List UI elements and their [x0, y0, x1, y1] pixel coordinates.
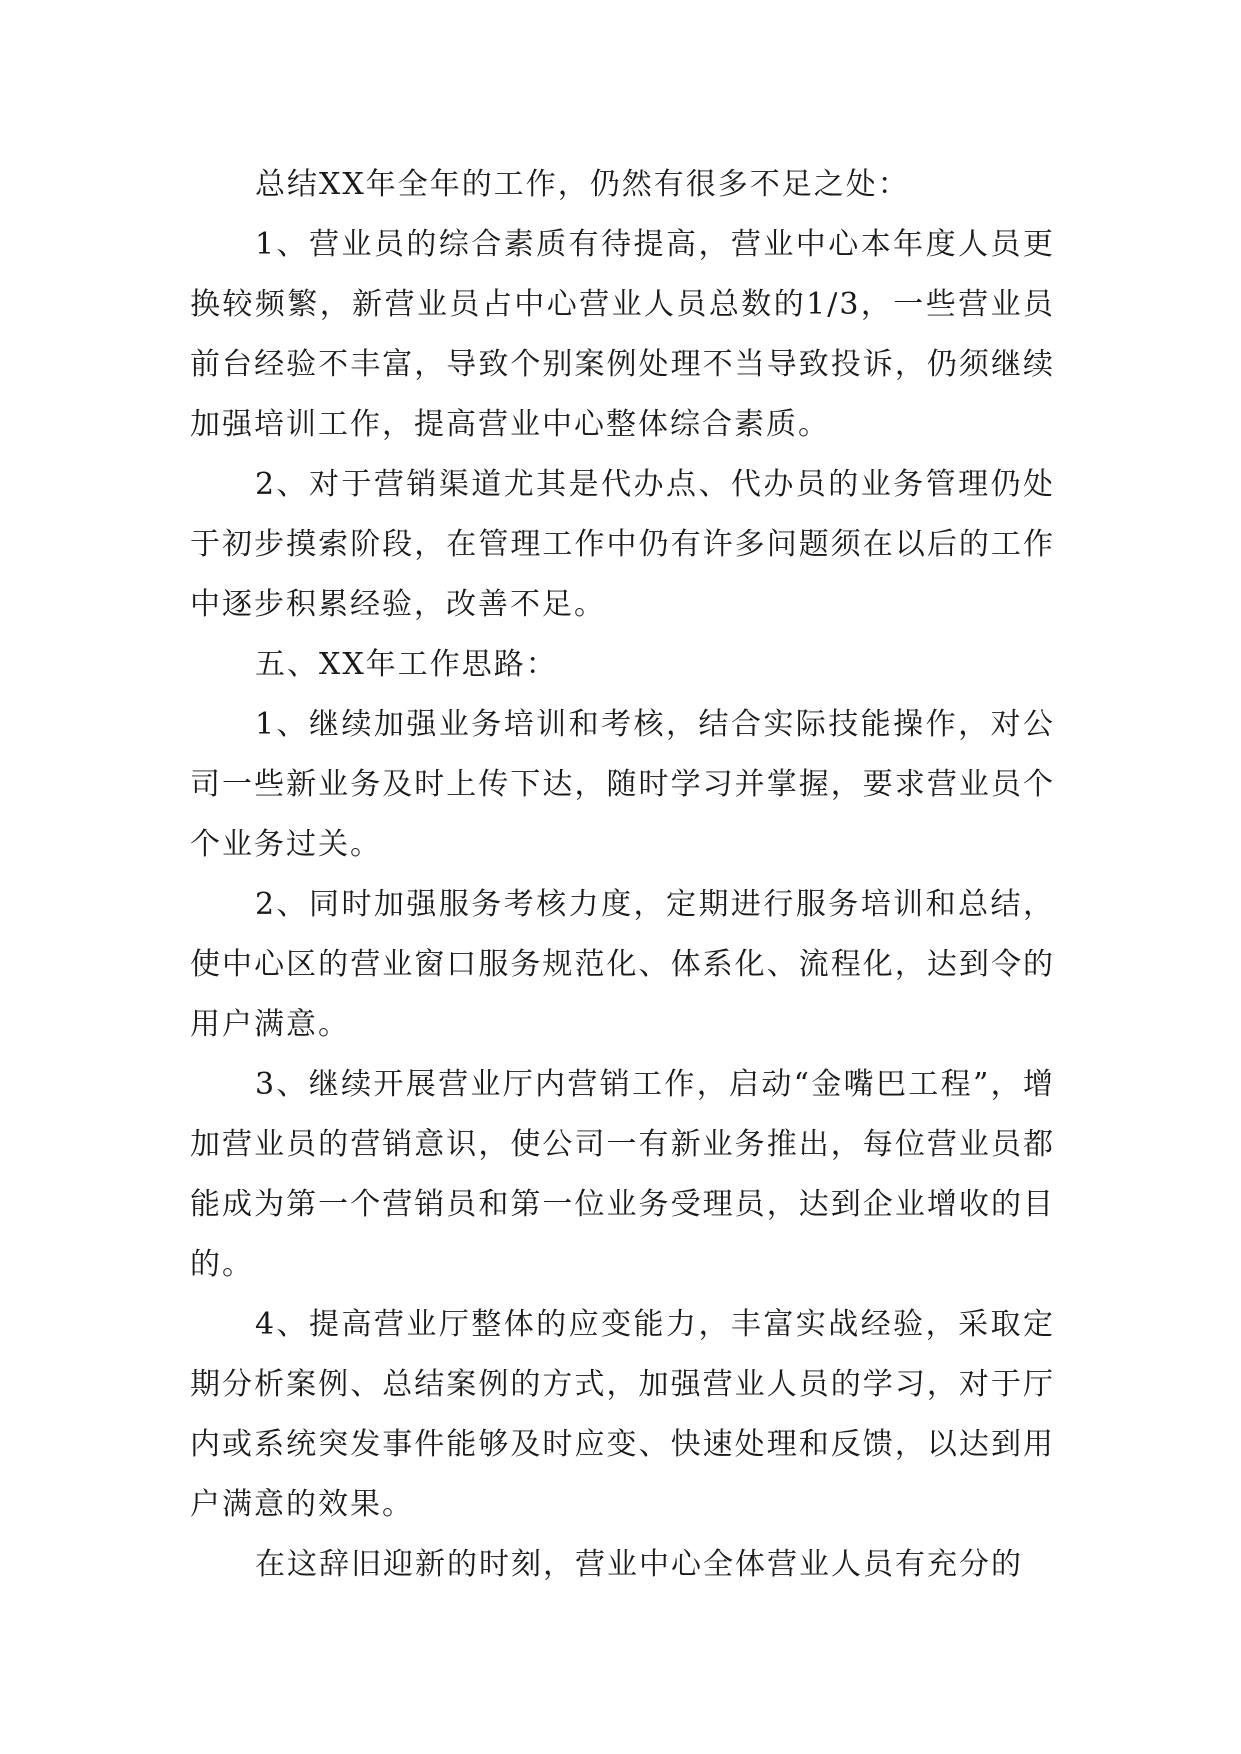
plan-item-3-paragraph: 3、继续开展营业厅内营销工作，启动“金嘴巴工程”，增加营业员的营销意识，使公司一有新业务推出，每位营业员都能成为第一个营销员和第一位业务受理员，达到企业增收的目的。 [190, 1067, 1055, 1282]
shortcoming-1-paragraph: 1、营业员的综合素质有待提高，营业中心本年度人员更换较频繁，新营业员占中心营业人员总数的1/3，一些营业员前台经验不丰富，导致个别案例处理不当导致投诉，仍须继续加强培训工作，提高营业中心整体综合素质。 [190, 227, 1055, 442]
shortcoming-2-paragraph: 2、对于营销渠道尤其是代办点、代办员的业务管理仍处于初步摸索阶段，在管理工作中仍有许多问题须在以后的工作中逐步积累经验，改善不足。 [190, 467, 1055, 622]
document-page [190, 155, 1055, 1595]
plan-item-4-paragraph: 4、提高营业厅整体的应变能力，丰富实战经验，采取定期分析案例、总结案例的方式，加强营业人员的学习，对于厅内或系统突发事件能够及时应变、快速处理和反馈，以达到用户满意的效果。 [190, 1307, 1055, 1522]
plan-item-2-paragraph: 2、同时加强服务考核力度，定期进行服务培训和总结，使中心区的营业窗口服务规范化、体系化、流程化，达到令的用户满意。 [190, 887, 1055, 1042]
section-heading-work-plan: 五、XX年工作思路： [255, 647, 558, 682]
summary-intro-paragraph: 总结XX年全年的工作，仍然有很多不足之处： [255, 167, 910, 202]
closing-paragraph: 在这辞旧迎新的时刻，营业中心全体营业人员有充分的 [255, 1547, 1023, 1582]
plan-item-1-paragraph: 1、继续加强业务培训和考核，结合实际技能操作，对公司一些新业务及时上传下达，随时学习并掌握，要求营业员个个业务过关。 [190, 707, 1055, 862]
